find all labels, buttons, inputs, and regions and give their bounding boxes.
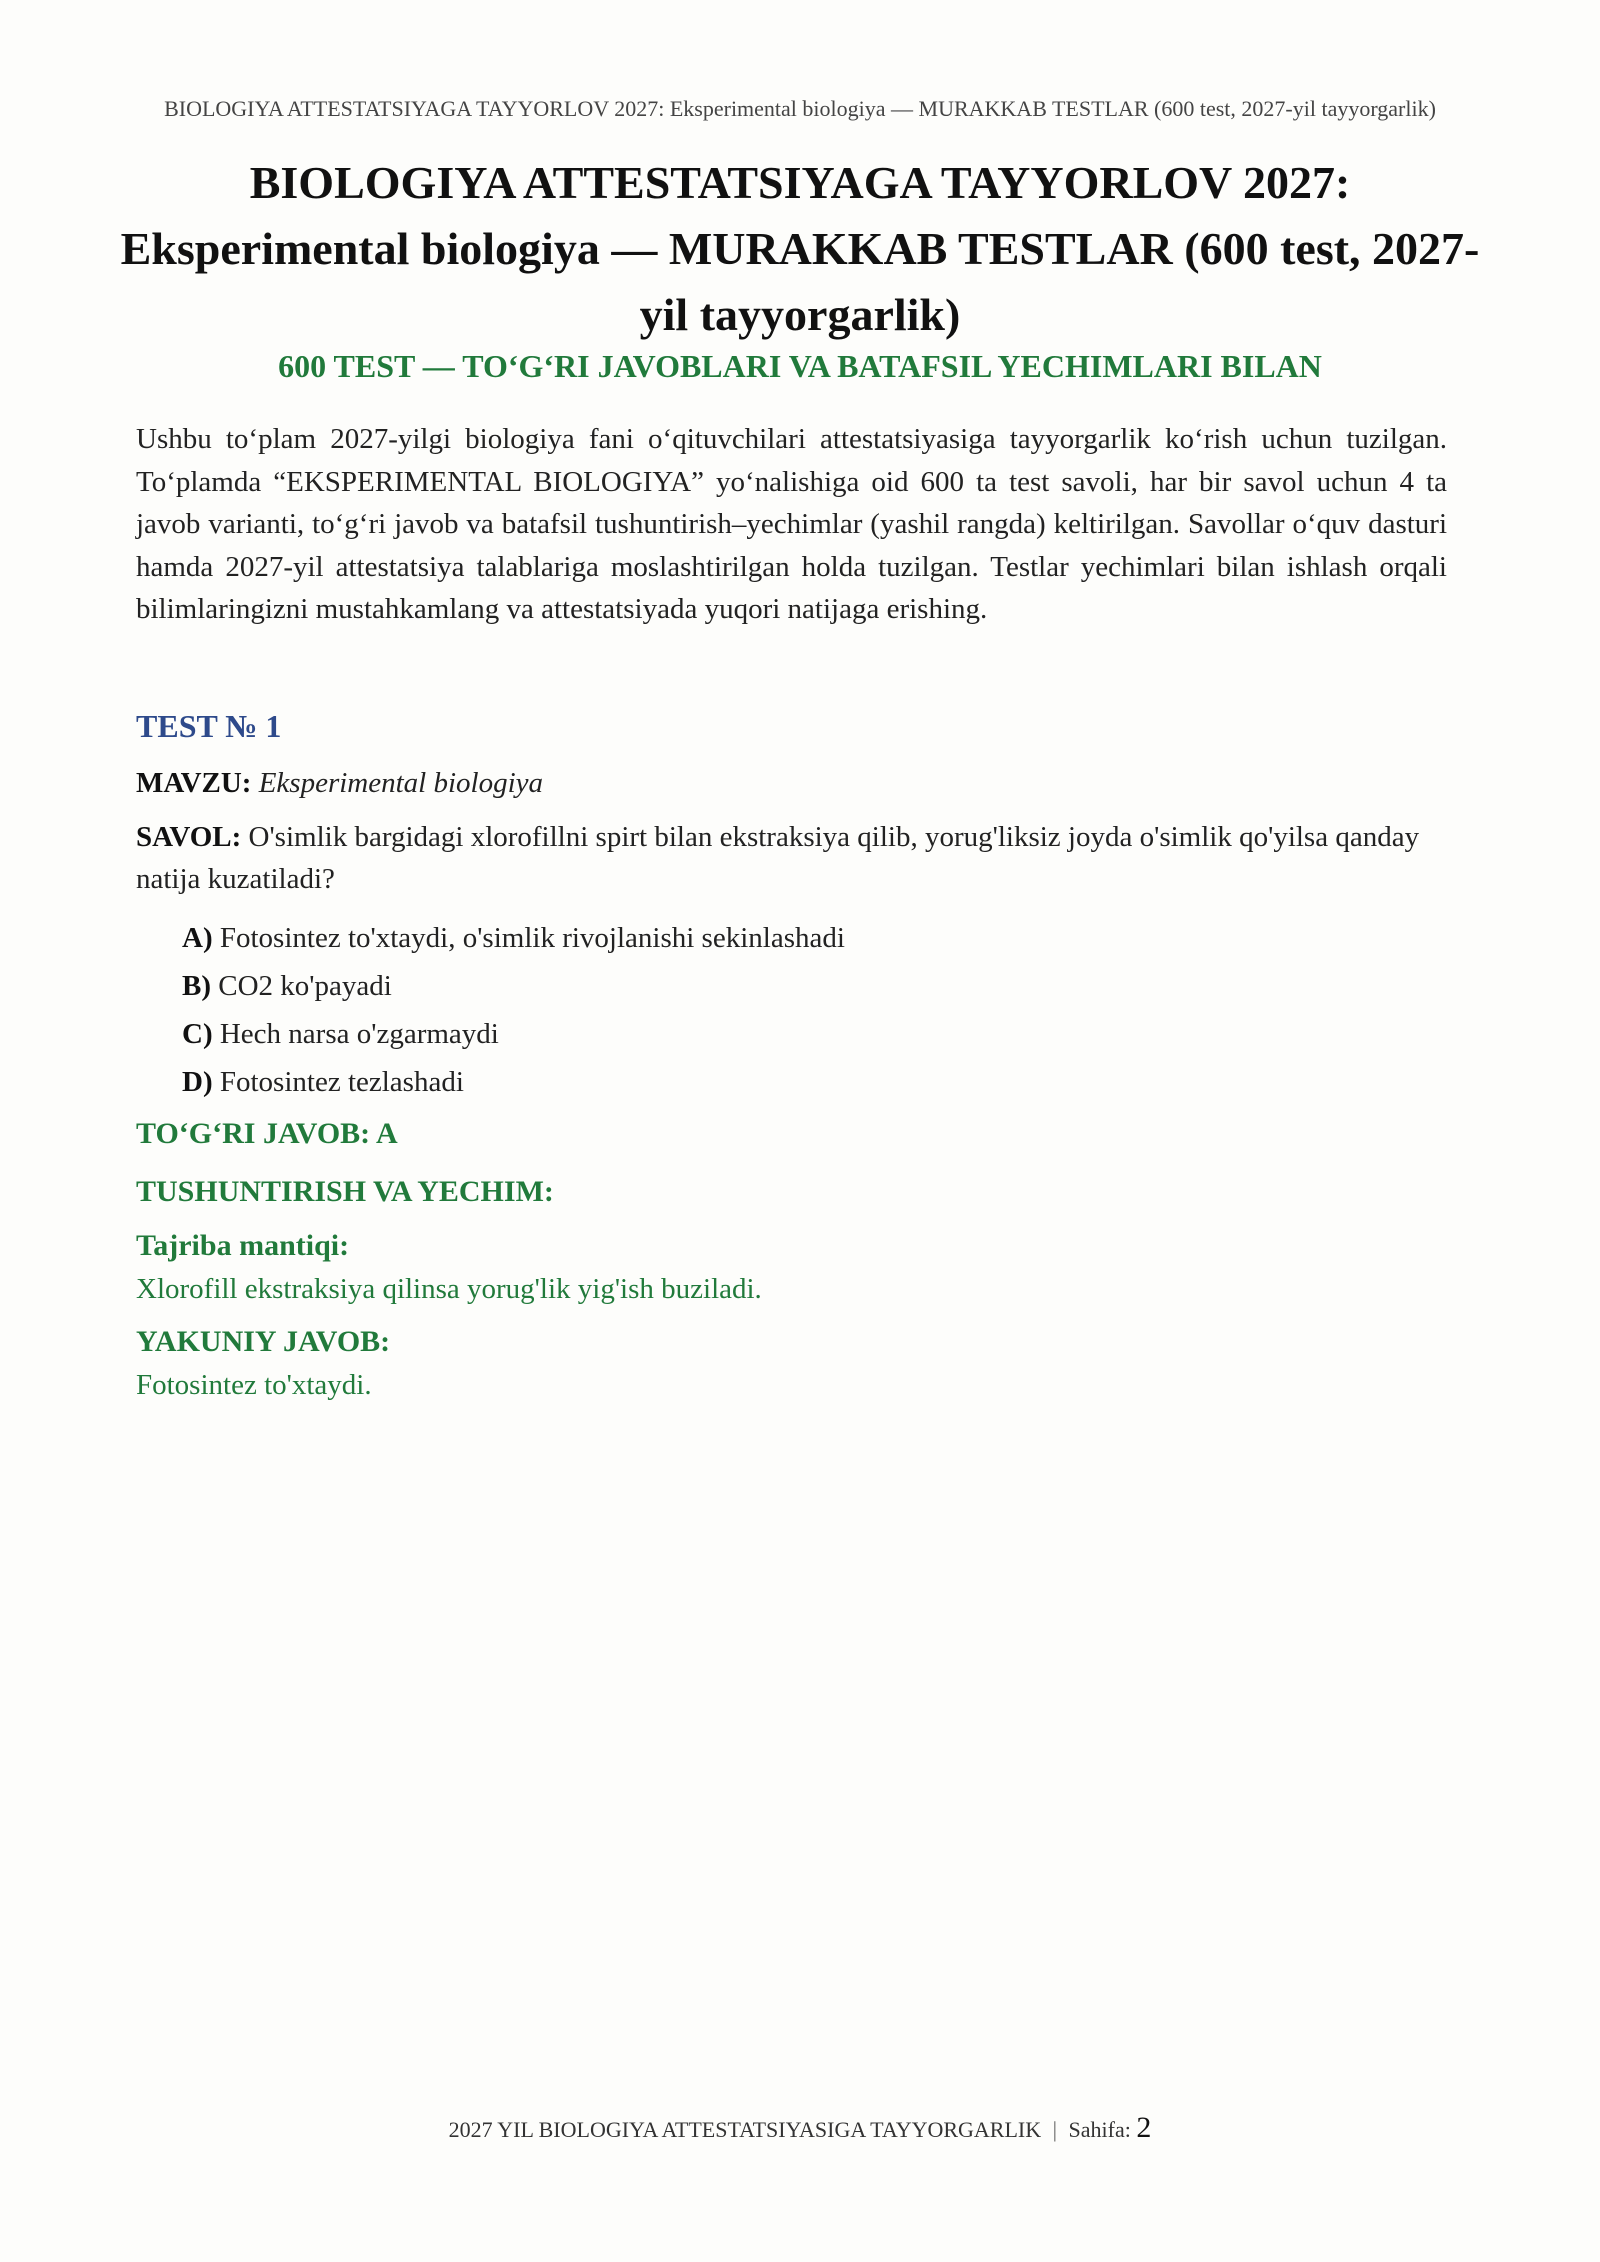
document-subtitle: 600 TEST — TO‘G‘RI JAVOBLARI VA BATAFSIL YECHIMLARI BILAN bbox=[278, 348, 1322, 384]
explanation-heading: TUSHUNTIRISH VA YECHIM: bbox=[136, 1175, 554, 1208]
final-answer-heading: YAKUNIY JAVOB: bbox=[136, 1325, 391, 1358]
page-number: 2 bbox=[1136, 2111, 1152, 2144]
option-d bbox=[182, 1058, 1447, 1106]
answer-options bbox=[136, 914, 1447, 1106]
running-header: BIOLOGIYA ATTESTATSIYAGA TAYYORLOV 2027: Eksperimental biologiya — MURAKKAB TESTLAR (600 test, 2027-yil tayyorgarlik) bbox=[164, 96, 1436, 121]
topic-label: MAVZU: bbox=[136, 767, 252, 799]
footer-separator: | bbox=[1052, 2117, 1058, 2142]
topic-line bbox=[136, 762, 1447, 804]
option-text: CO2 ko'payadi bbox=[218, 970, 392, 1002]
option-letter: A) bbox=[182, 922, 213, 954]
page-footer bbox=[0, 2110, 1600, 2148]
logic-heading: Tajriba mantiqi: bbox=[136, 1229, 350, 1262]
footer-text: 2027 YIL BIOLOGIYA ATTESTATSIYASIGA TAYYORGARLIK bbox=[448, 2117, 1042, 2142]
topic-value: Eksperimental biologiya bbox=[258, 767, 544, 799]
test-heading: TEST № 1 bbox=[136, 708, 282, 744]
question-line bbox=[136, 816, 1447, 900]
option-letter: D) bbox=[182, 1066, 213, 1098]
correct-answer: TO‘G‘RI JAVOB: A bbox=[136, 1117, 398, 1150]
option-a bbox=[182, 914, 1447, 962]
option-text: Fotosintez to'xtaydi, o'simlik rivojlanishi sekinlashadi bbox=[219, 922, 845, 954]
option-c bbox=[182, 1010, 1447, 1058]
intro-paragraph: Ushbu to‘plam 2027-yilgi biologiya fani o‘qituvchilari attestatsiyasiga tayyorgarlik ko‘rish uchun tuzilgan. To‘plamda “EKSPERIMENTAL BIOLOGIYA” yo‘nalishiga oid 600 ta test savoli, har bir savol uchun 4 ta javob varianti, to‘g‘ri javob va batafsil tushuntirish–yechimlar (yashil rangda) keltirilgan. Savollar o‘quv dasturi hamda 2027-yil attestatsiya talablariga moslashtirilgan holda tuzilgan. Testlar yechimlari bilan ishlash orqali bilimlaringizni mustahkamlang va attestatsiyada yuqori natijaga erishing. bbox=[136, 423, 1447, 625]
logic-text: Xlorofill ekstraksiya qilinsa yorug'lik yig'ish buziladi. bbox=[136, 1273, 762, 1305]
final-answer-text: Fotosintez to'xtaydi. bbox=[136, 1369, 372, 1401]
page-label: Sahifa: bbox=[1068, 2117, 1131, 2142]
option-letter: B) bbox=[182, 970, 211, 1002]
document-title: BIOLOGIYA ATTESTATSIYAGA TAYYORLOV 2027: Eksperimental biologiya — MURAKKAB TESTLAR (600 test, 2027-yil tayyorgarlik) bbox=[120, 157, 1480, 340]
option-text: Fotosintez tezlashadi bbox=[219, 1066, 464, 1098]
option-text: Hech narsa o'zgarmaydi bbox=[219, 1018, 499, 1050]
test-block bbox=[136, 706, 1447, 1406]
option-b bbox=[182, 962, 1447, 1010]
question-text: O'simlik bargidagi xlorofillni spirt bilan ekstraksiya qilib, yorug'liksiz joyda o'simlik qo'yilsa qanday natija kuzatiladi? bbox=[136, 821, 1420, 895]
option-letter: C) bbox=[182, 1018, 213, 1050]
question-label: SAVOL: bbox=[136, 821, 242, 853]
